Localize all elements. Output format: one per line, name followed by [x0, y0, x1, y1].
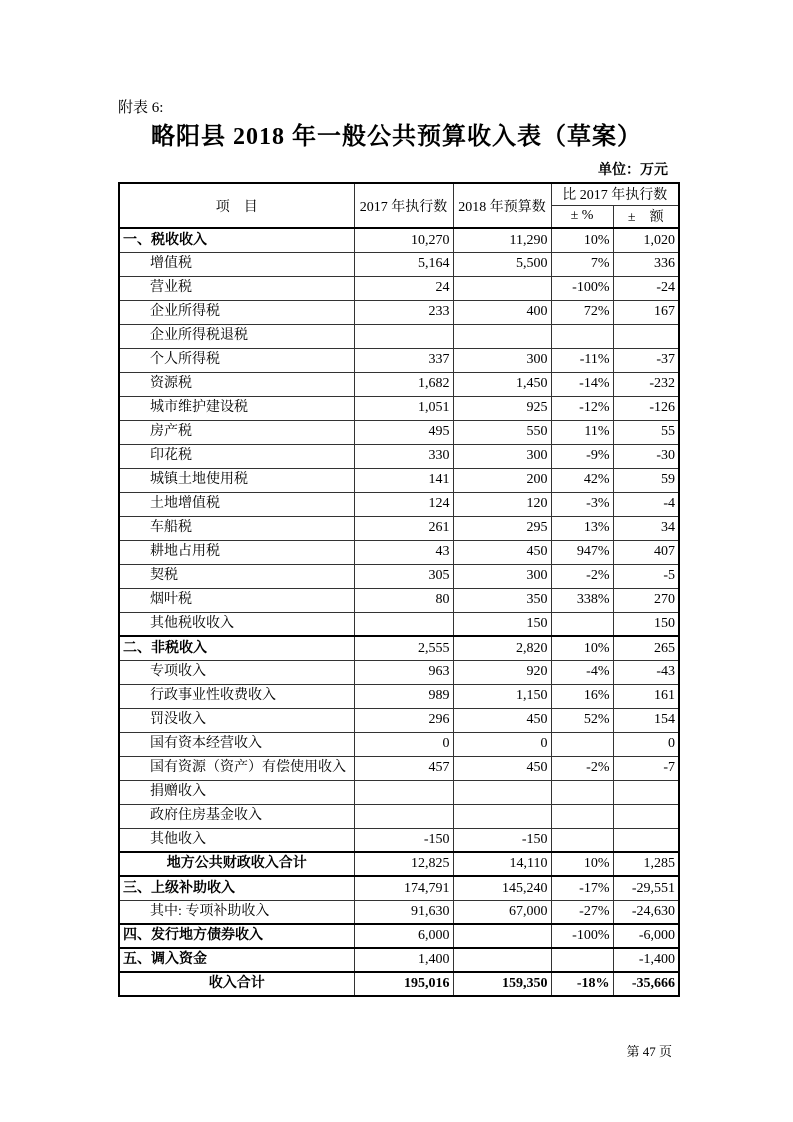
- item-cell: 房产税: [119, 420, 354, 444]
- value-2018-cell: 350: [453, 588, 551, 612]
- table-row: [119, 588, 679, 612]
- amt-change-cell: 407: [613, 540, 679, 564]
- value-2018-cell: 400: [453, 300, 551, 324]
- amt-change-cell: -6,000: [613, 924, 679, 948]
- pct-change-cell: -14%: [551, 372, 613, 396]
- value-2017-cell: 141: [354, 468, 453, 492]
- amt-change-cell: [613, 828, 679, 852]
- pct-change-cell: 7%: [551, 252, 613, 276]
- table-row: [119, 252, 679, 276]
- table-row: [119, 972, 679, 996]
- value-2018-cell: 2,820: [453, 636, 551, 660]
- value-2018-cell: 295: [453, 516, 551, 540]
- item-cell: 印花税: [119, 444, 354, 468]
- pct-change-cell: -100%: [551, 276, 613, 300]
- value-2017-cell: 43: [354, 540, 453, 564]
- amt-change-cell: -24,630: [613, 900, 679, 924]
- pct-change-cell: [551, 780, 613, 804]
- item-cell: 增值税: [119, 252, 354, 276]
- table-row: [119, 804, 679, 828]
- table-row: [119, 372, 679, 396]
- value-2017-cell: 12,825: [354, 852, 453, 876]
- pct-change-cell: -27%: [551, 900, 613, 924]
- value-2018-cell: 450: [453, 756, 551, 780]
- item-cell: 个人所得税: [119, 348, 354, 372]
- amt-change-cell: 55: [613, 420, 679, 444]
- unit-label: 单位：万元: [598, 163, 668, 178]
- item-cell: 收入合计: [119, 972, 354, 996]
- value-2017-cell: 330: [354, 444, 453, 468]
- value-2018-cell: 67,000: [453, 900, 551, 924]
- item-cell: 国有资源（资产）有偿使用收入: [119, 756, 354, 780]
- pct-change-cell: 947%: [551, 540, 613, 564]
- value-2018-cell: 300: [453, 348, 551, 372]
- amt-change-cell: -126: [613, 396, 679, 420]
- value-2018-cell: 159,350: [453, 972, 551, 996]
- page-number: 第 47 页: [626, 1044, 672, 1059]
- item-cell: 一、税收收入: [119, 228, 354, 252]
- amt-change-cell: -4: [613, 492, 679, 516]
- value-2017-cell: 989: [354, 684, 453, 708]
- amt-change-cell: -35,666: [613, 972, 679, 996]
- header-pct-change: ± %: [551, 205, 613, 228]
- header-row-1: [119, 183, 679, 205]
- value-2017-cell: 337: [354, 348, 453, 372]
- item-cell: 土地增值税: [119, 492, 354, 516]
- header-vs-2017: 比 2017 年执行数: [551, 183, 679, 205]
- item-cell: 国有资本经营收入: [119, 732, 354, 756]
- value-2017-cell: 91,630: [354, 900, 453, 924]
- table-row: [119, 444, 679, 468]
- value-2017-cell: -150: [354, 828, 453, 852]
- amt-change-cell: [613, 324, 679, 348]
- pct-change-cell: -100%: [551, 924, 613, 948]
- value-2017-cell: 10,270: [354, 228, 453, 252]
- item-cell: 四、发行地方债券收入: [119, 924, 354, 948]
- pct-change-cell: -12%: [551, 396, 613, 420]
- amt-change-cell: 265: [613, 636, 679, 660]
- item-cell: 捐赠收入: [119, 780, 354, 804]
- pct-change-cell: 10%: [551, 852, 613, 876]
- amt-change-cell: 1,285: [613, 852, 679, 876]
- value-2017-cell: 261: [354, 516, 453, 540]
- value-2017-cell: 24: [354, 276, 453, 300]
- amt-change-cell: 0: [613, 732, 679, 756]
- value-2018-cell: 1,450: [453, 372, 551, 396]
- table-row: [119, 660, 679, 684]
- pct-change-cell: [551, 828, 613, 852]
- pct-change-cell: -3%: [551, 492, 613, 516]
- amt-change-cell: -43: [613, 660, 679, 684]
- pct-change-cell: 10%: [551, 228, 613, 252]
- pct-change-cell: 338%: [551, 588, 613, 612]
- value-2018-cell: 300: [453, 444, 551, 468]
- amt-change-cell: -232: [613, 372, 679, 396]
- pct-change-cell: 72%: [551, 300, 613, 324]
- amt-change-cell: -37: [613, 348, 679, 372]
- table-row: [119, 636, 679, 660]
- pct-change-cell: 11%: [551, 420, 613, 444]
- value-2017-cell: 1,051: [354, 396, 453, 420]
- value-2017-cell: [354, 612, 453, 636]
- table-row: [119, 468, 679, 492]
- item-cell: 企业所得税: [119, 300, 354, 324]
- appendix-label: 附表 6:: [118, 100, 164, 116]
- table-row: [119, 540, 679, 564]
- value-2017-cell: 1,682: [354, 372, 453, 396]
- pct-change-cell: 42%: [551, 468, 613, 492]
- table-row: [119, 828, 679, 852]
- amt-change-cell: 154: [613, 708, 679, 732]
- pct-change-cell: -2%: [551, 564, 613, 588]
- item-cell: 城市维护建设税: [119, 396, 354, 420]
- value-2018-cell: 300: [453, 564, 551, 588]
- item-cell: 其中: 专项补助收入: [119, 900, 354, 924]
- pct-change-cell: 10%: [551, 636, 613, 660]
- value-2017-cell: 1,400: [354, 948, 453, 972]
- value-2018-cell: 5,500: [453, 252, 551, 276]
- value-2018-cell: 450: [453, 708, 551, 732]
- pct-change-cell: -9%: [551, 444, 613, 468]
- amt-change-cell: 150: [613, 612, 679, 636]
- pct-change-cell: 16%: [551, 684, 613, 708]
- amt-change-cell: -5: [613, 564, 679, 588]
- table-row: [119, 948, 679, 972]
- value-2017-cell: 6,000: [354, 924, 453, 948]
- pct-change-cell: 13%: [551, 516, 613, 540]
- value-2017-cell: 233: [354, 300, 453, 324]
- table-row: [119, 276, 679, 300]
- table-row: [119, 612, 679, 636]
- table-row: [119, 564, 679, 588]
- value-2017-cell: 963: [354, 660, 453, 684]
- table-row: [119, 348, 679, 372]
- value-2017-cell: 80: [354, 588, 453, 612]
- value-2018-cell: 1,150: [453, 684, 551, 708]
- amt-change-cell: 167: [613, 300, 679, 324]
- item-cell: 行政事业性收费收入: [119, 684, 354, 708]
- pct-change-cell: [551, 732, 613, 756]
- table-row: [119, 396, 679, 420]
- amt-change-cell: 161: [613, 684, 679, 708]
- value-2018-cell: [453, 276, 551, 300]
- item-cell: 契税: [119, 564, 354, 588]
- pct-change-cell: 52%: [551, 708, 613, 732]
- item-cell: 三、上级补助收入: [119, 876, 354, 900]
- amt-change-cell: -30: [613, 444, 679, 468]
- value-2018-cell: [453, 924, 551, 948]
- value-2017-cell: 305: [354, 564, 453, 588]
- value-2018-cell: [453, 324, 551, 348]
- amt-change-cell: 34: [613, 516, 679, 540]
- table-row: [119, 900, 679, 924]
- item-cell: 车船税: [119, 516, 354, 540]
- value-2017-cell: [354, 780, 453, 804]
- value-2018-cell: 11,290: [453, 228, 551, 252]
- item-cell: 五、调入资金: [119, 948, 354, 972]
- amt-change-cell: 1,020: [613, 228, 679, 252]
- pct-change-cell: -17%: [551, 876, 613, 900]
- pct-change-cell: -4%: [551, 660, 613, 684]
- value-2018-cell: 0: [453, 732, 551, 756]
- page-title: 略阳县 2018 年一般公共预算收入表（草案）: [151, 124, 642, 150]
- value-2018-cell: [453, 948, 551, 972]
- table-row: [119, 324, 679, 348]
- value-2018-cell: 145,240: [453, 876, 551, 900]
- item-cell: 烟叶税: [119, 588, 354, 612]
- item-cell: 其他税收收入: [119, 612, 354, 636]
- table-body: [119, 228, 679, 996]
- value-2018-cell: 925: [453, 396, 551, 420]
- item-cell: 营业税: [119, 276, 354, 300]
- value-2018-cell: 120: [453, 492, 551, 516]
- value-2017-cell: 174,791: [354, 876, 453, 900]
- item-cell: 企业所得税退税: [119, 324, 354, 348]
- pct-change-cell: [551, 324, 613, 348]
- value-2018-cell: 550: [453, 420, 551, 444]
- table-row: [119, 732, 679, 756]
- item-cell: 地方公共财政收入合计: [119, 852, 354, 876]
- table-row: [119, 684, 679, 708]
- value-2017-cell: [354, 324, 453, 348]
- value-2018-cell: 200: [453, 468, 551, 492]
- table-row: [119, 516, 679, 540]
- value-2017-cell: 195,016: [354, 972, 453, 996]
- header-2018-budget: 2018 年预算数: [453, 183, 551, 228]
- item-cell: 专项收入: [119, 660, 354, 684]
- amt-change-cell: -7: [613, 756, 679, 780]
- amt-change-cell: [613, 804, 679, 828]
- table-row: [119, 420, 679, 444]
- value-2018-cell: 150: [453, 612, 551, 636]
- amt-change-cell: [613, 780, 679, 804]
- table-row: [119, 492, 679, 516]
- value-2017-cell: 124: [354, 492, 453, 516]
- pct-change-cell: -18%: [551, 972, 613, 996]
- item-cell: 资源税: [119, 372, 354, 396]
- value-2017-cell: 457: [354, 756, 453, 780]
- table-row: [119, 756, 679, 780]
- item-cell: 其他收入: [119, 828, 354, 852]
- pct-change-cell: -2%: [551, 756, 613, 780]
- value-2017-cell: 495: [354, 420, 453, 444]
- table-row: [119, 876, 679, 900]
- header-item: 项 目: [119, 183, 354, 228]
- amt-change-cell: -24: [613, 276, 679, 300]
- table-row: [119, 708, 679, 732]
- pct-change-cell: [551, 804, 613, 828]
- pct-change-cell: [551, 612, 613, 636]
- value-2018-cell: [453, 780, 551, 804]
- value-2018-cell: -150: [453, 828, 551, 852]
- amt-change-cell: 270: [613, 588, 679, 612]
- table-row: [119, 228, 679, 252]
- table-row: [119, 780, 679, 804]
- header-2017-execution: 2017 年执行数: [354, 183, 453, 228]
- value-2017-cell: 0: [354, 732, 453, 756]
- value-2018-cell: 14,110: [453, 852, 551, 876]
- item-cell: 政府住房基金收入: [119, 804, 354, 828]
- pct-change-cell: -11%: [551, 348, 613, 372]
- value-2018-cell: 920: [453, 660, 551, 684]
- amt-change-cell: 336: [613, 252, 679, 276]
- amt-change-cell: 59: [613, 468, 679, 492]
- budget-table: [118, 182, 680, 997]
- table-row: [119, 300, 679, 324]
- amt-change-cell: -1,400: [613, 948, 679, 972]
- value-2017-cell: 296: [354, 708, 453, 732]
- value-2017-cell: [354, 804, 453, 828]
- value-2018-cell: [453, 804, 551, 828]
- table-header: [119, 183, 679, 228]
- header-amt-change: ± 额: [613, 205, 679, 228]
- value-2017-cell: 2,555: [354, 636, 453, 660]
- value-2018-cell: 450: [453, 540, 551, 564]
- item-cell: 城镇土地使用税: [119, 468, 354, 492]
- table-row: [119, 924, 679, 948]
- amt-change-cell: -29,551: [613, 876, 679, 900]
- pct-change-cell: [551, 948, 613, 972]
- item-cell: 罚没收入: [119, 708, 354, 732]
- item-cell: 二、非税收入: [119, 636, 354, 660]
- value-2017-cell: 5,164: [354, 252, 453, 276]
- table-row: [119, 852, 679, 876]
- item-cell: 耕地占用税: [119, 540, 354, 564]
